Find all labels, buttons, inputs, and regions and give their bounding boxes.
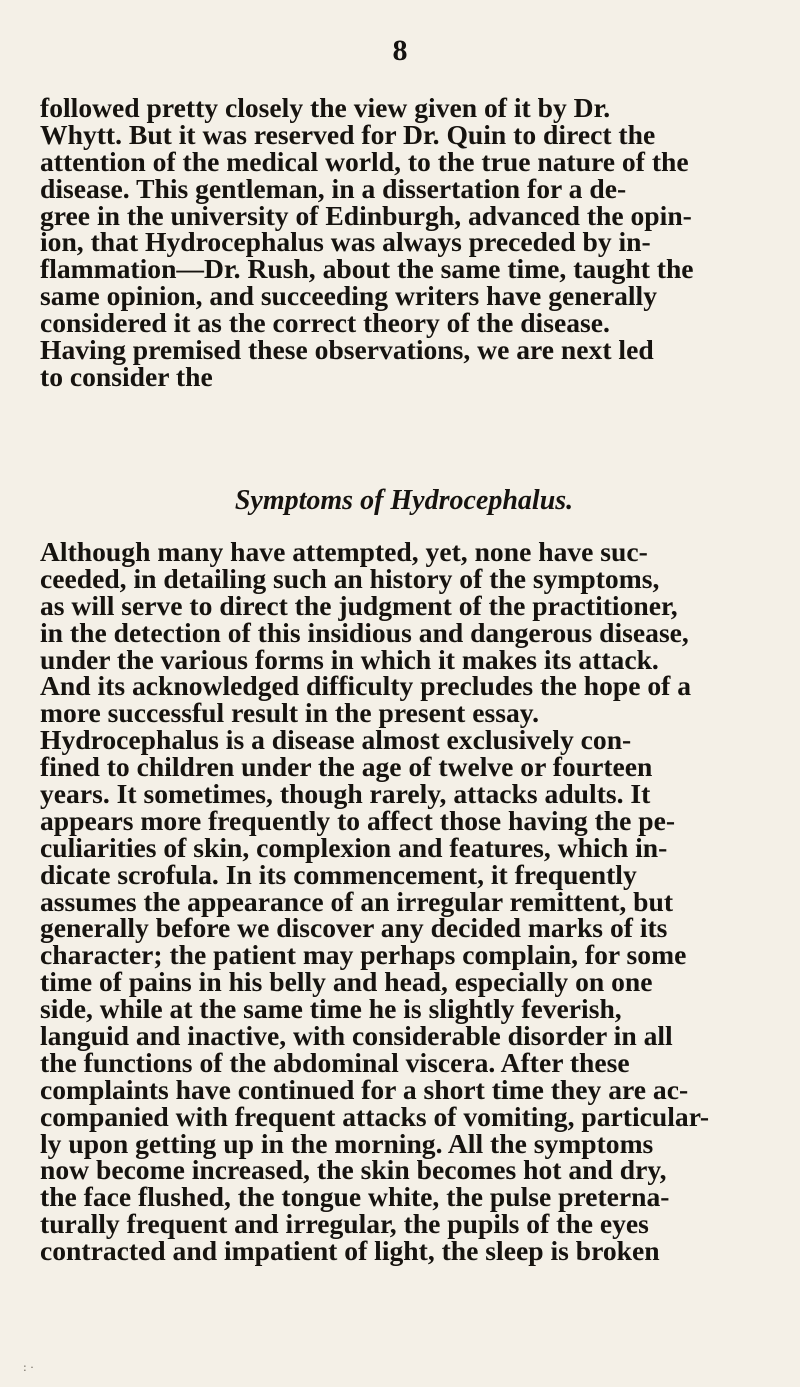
text-line: languid and inactive, with considerable disorder in all: [40, 1020, 673, 1052]
text-line: culiarities of skin, complexion and features, which in-: [40, 831, 668, 863]
text-after-heading: [40, 536, 768, 1267]
text-line: disease. This gentleman, in a dissertation for a de-: [40, 172, 627, 204]
text-line: under the various forms in which it makes its attack.: [40, 643, 659, 675]
scan-artifact-mark: : ·: [23, 1361, 34, 1374]
text-line: Hydrocephalus is a disease almost exclusively con-: [40, 724, 632, 756]
text-line: character; the patient may perhaps complain, for some: [40, 939, 687, 971]
text-line: in the detection of this insidious and dangerous disease,: [40, 616, 689, 648]
text-line: dicate scrofula. In its commencement, it frequently: [40, 858, 637, 890]
text-line: the functions of the abdominal viscera. After these: [40, 1046, 630, 1078]
text-line: Having premised these observations, we are next led: [40, 334, 654, 366]
text-before-heading: [40, 92, 768, 392]
text-line: And its acknowledged difficulty precludes the hope of a: [40, 670, 692, 702]
page-number: 8: [392, 34, 408, 67]
text-line: ion, that Hydrocephalus was always preceded by in-: [40, 226, 651, 258]
text-line: considered it as the correct theory of the disease.: [40, 307, 610, 339]
text-line: fined to children under the age of twelve or fourteen: [40, 751, 653, 783]
text-line: Whytt. But it was reserved for Dr. Quin to direct the: [40, 118, 656, 150]
text-line: same opinion, and succeeding writers have generally: [40, 280, 658, 312]
text-line: contracted and impatient of light, the sleep is broken: [40, 1235, 660, 1267]
text-line: years. It sometimes, though rarely, attacks adults. It: [40, 778, 651, 810]
text-line: more successful result in the present essay.: [40, 697, 539, 729]
text-line: side, while at the same time he is slightly feverish,: [40, 993, 622, 1025]
text-line: now become increased, the skin becomes hot and dry,: [40, 1154, 667, 1186]
text-line: attention of the medical world, to the true nature of the: [40, 145, 689, 177]
text-line: the face flushed, the tongue white, the pulse preterna-: [40, 1181, 670, 1213]
section-heading: Symptoms of Hydrocephalus.: [234, 485, 574, 516]
text-line: Although many have attempted, yet, none have suc-: [40, 536, 648, 567]
text-line: generally before we discover any decided marks of its: [40, 912, 668, 944]
text-line: complaints have continued for a short time they are ac-: [40, 1073, 689, 1105]
text-line: ceeded, in detailing such an history of the symptoms,: [40, 562, 660, 594]
text-line: assumes the appearance of an irregular remittent, but: [40, 885, 674, 917]
text-line: ly upon getting up in the morning. All the symptoms: [40, 1127, 654, 1159]
text-line: followed pretty closely the view given of it by Dr.: [40, 92, 611, 123]
text-line: time of pains in his belly and head, especially on one: [40, 966, 653, 998]
text-line: to consider the: [40, 360, 213, 392]
text-line: gree in the university of Edinburgh, advanced the opin-: [40, 199, 692, 231]
text-line: appears more frequently to affect those having the pe-: [40, 804, 676, 836]
text-line: companied with frequent attacks of vomiting, particular-: [40, 1100, 710, 1132]
text-line: as will serve to direct the judgment of the practitioner,: [40, 589, 678, 621]
text-line: turally frequent and irregular, the pupils of the eyes: [40, 1208, 649, 1240]
text-line: flammation—Dr. Rush, about the same time, taught the: [40, 253, 694, 285]
